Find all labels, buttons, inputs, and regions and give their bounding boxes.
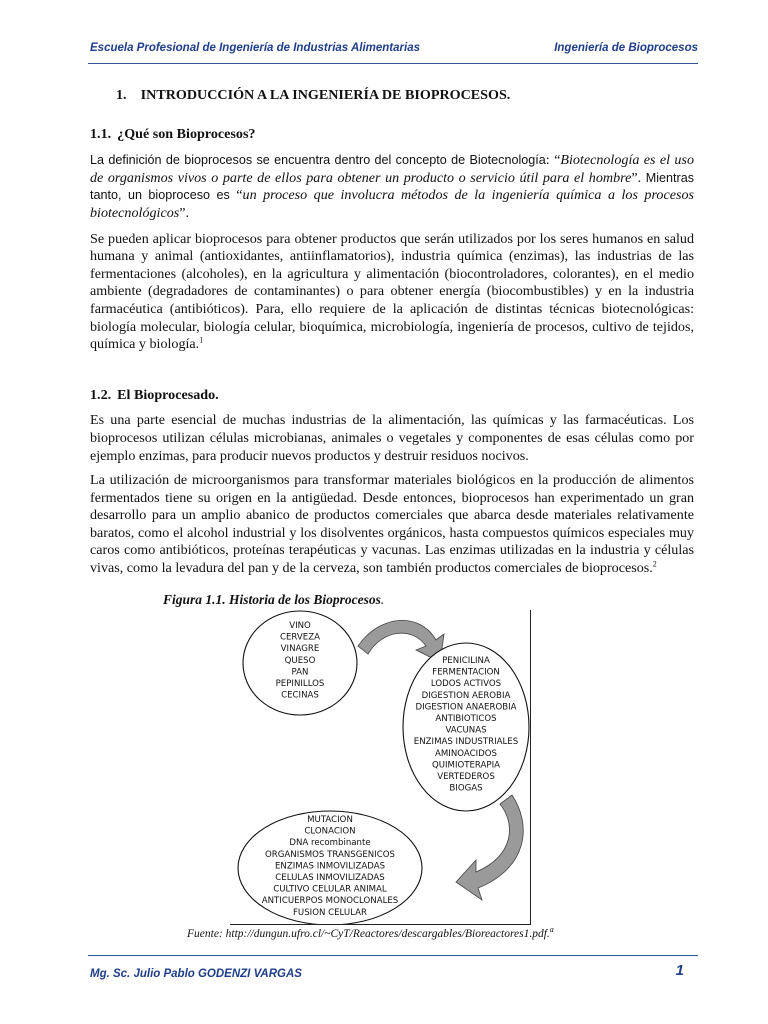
figure-frame-bottom [230,924,531,925]
modern-process-label: CELULAS INMOVILIZADAS [275,873,385,883]
section-1-2-title: El Bioprocesado. [117,386,219,403]
classic-process-label: DIGESTION AEROBIA [421,690,511,701]
applications-paragraph: Se pueden aplicar bioprocesos para obtener productos que serán utilizados por los seres humanos en salud humana y animal (antioxidantes, antiinflamatorios), industria química (enzimas), las industrias de las fermentaciones (alcoholes), en la agricultura y alimentación (biocontroladores, colorantes), en el medio ambiente (degradadores de contaminantes) o para obtener energía (biocombustibles) y en la industria farmacéutica (antibióticos). Para, ello requiere de la aplicación de distintas técnicas biotecnológicas: biología molecular, biología celular, bioquímica, microbiología, ingeniería de procesos, cultivo de tejidos, química y biología.$^1$ [90,230,694,353]
ancient-process-label: QUESO [284,655,316,666]
section-1-heading [116,87,694,105]
classic-process-label: ANTIBIOTICOS [435,714,497,724]
classic-process-label: BIOGAS [449,783,483,794]
bioprocessing-paragraph-2: La utilización de microorganismos para transformar materiales biológicos en la producción de alimentos fermentados tiene su origen en la antigüedad. Desde entonces, bioprocesos han experimentado un gran desarrollo para un amplio abanico de productos comerciales que abarca desde materiales relativamente baratos, como el alcohol industrial y los disolventes orgánicos, hasta compuestos químicos especiales muy caros como antibióticos, proteínas terapéuticas y vacunas. Las enzimas utilizadas en la industria y células vivas, como la levadura del pan y de la cerveza, son también productos comerciales de bioprocesos.$^2$ [90,472,694,577]
footnote-ref-1: 1 [199,335,204,345]
modern-process-label: FUSION CELULAR [292,907,368,918]
classic-process-label: DIGESTION ANAEROBIA [415,702,517,713]
section-1-1-heading [90,126,694,144]
section-1-title: INTRODUCCIÓN A LA INGENIERÍA DE BIOPROCESOS. [140,87,511,103]
modern-process-label: DNA recombinante [289,838,371,849]
figure-source: Fuente: http://dungun.ufro.cl/~CyT/Reactores/descargables/Bioreactores1.pdf.$^a$ [187,925,554,940]
header-institution: Escuela Profesional de Ingeniería de Industrias Alimentarias [90,42,420,54]
footnote-ref-2: 2 [652,559,657,569]
classic-process-label: QUIMIOTERAPIA [431,760,501,771]
section-1-2-number: 1.2. [90,386,112,403]
footer-rule [88,955,698,956]
classic-process-label: LODOS ACTIVOS [430,679,502,690]
ancient-process-label: CECINAS [281,690,319,701]
classic-process-label: AMINOACIDOS [435,748,497,759]
modern-process-label: CULTIVO CELULAR ANIMAL [273,884,387,895]
classic-process-label: FERMENTACION [432,667,500,678]
page-header [90,40,698,64]
figure-caption: Figura 1.1. Historia de los Bioprocesos. [163,592,385,607]
modern-process-label: ANTICUERPOS MONOCLONALES [261,896,399,907]
modern-process-label: ENZIMAS INMOVILIZADAS [274,861,386,872]
modern-process-label: CLONACION [304,826,356,837]
classic-process-label: PENICILINA [442,656,490,666]
document-body [90,80,694,578]
page-number: 1 [675,962,684,979]
header-rule [88,63,698,64]
section-1-1-number: 1.1. [90,125,112,142]
bioprocess-history-diagram [230,610,530,925]
definition-quote-2: un proceso que involucra métodos de la ingeniería química a los procesos biotecnológicos [90,187,694,221]
arrow-ancient-to-classic [358,620,444,662]
bioprocessing-paragraph-1: Es una parte esencial de muchas industrias de la alimentación, las químicas y las farmacéuticas. Los bioprocesos utilizan células microbianas, animales o vegetales y componentes de esas células como por ejemplo enzimas, para producir nuevos productos y destruir residuos nocivos. [90,412,694,464]
ancient-process-label: PAN [291,667,309,678]
figure-frame-right [530,610,531,925]
classic-process-label: ENZIMAS INDUSTRIALES [413,737,519,748]
ancient-process-label: VINO [289,621,311,631]
classic-process-label: VACUNAS [445,725,487,736]
section-1-number: 1. [116,87,127,103]
definition-paragraph: La definición de bioprocesos se encuentra dentro del concepto de Biotecnología: “Biotecnología es el uso de organismos vivos o parte de ellos para obtener un producto o servicio útil para el hombre”. Mientras tanto, un bioproceso es “un proceso que involucra métodos de la ingeniería química a los procesos biotecnológicos”. [90,152,694,221]
definition-quote-1: Biotecnología es el uso de organismos vivos o parte de ellos para obtener un producto o servicio útil para el hombre [90,152,694,186]
footer-author: Mg. Sc. Julio Pablo GODENZI VARGAS [90,968,302,980]
classic-process-label: VERTEDEROS [437,772,495,782]
ancient-process-label: CERVEZA [279,632,321,643]
section-1-1-title: ¿Qué son Bioprocesos? [117,125,256,142]
header-course: Ingeniería de Bioprocesos [554,42,698,54]
section-1-2-heading [90,387,694,405]
ancient-process-label: PEPINILLOS [275,679,325,689]
ancient-process-label: VINAGRE [280,644,320,655]
modern-process-label: MUTACION [307,815,353,825]
modern-process-label: ORGANISMOS TRANSGENICOS [265,849,395,860]
